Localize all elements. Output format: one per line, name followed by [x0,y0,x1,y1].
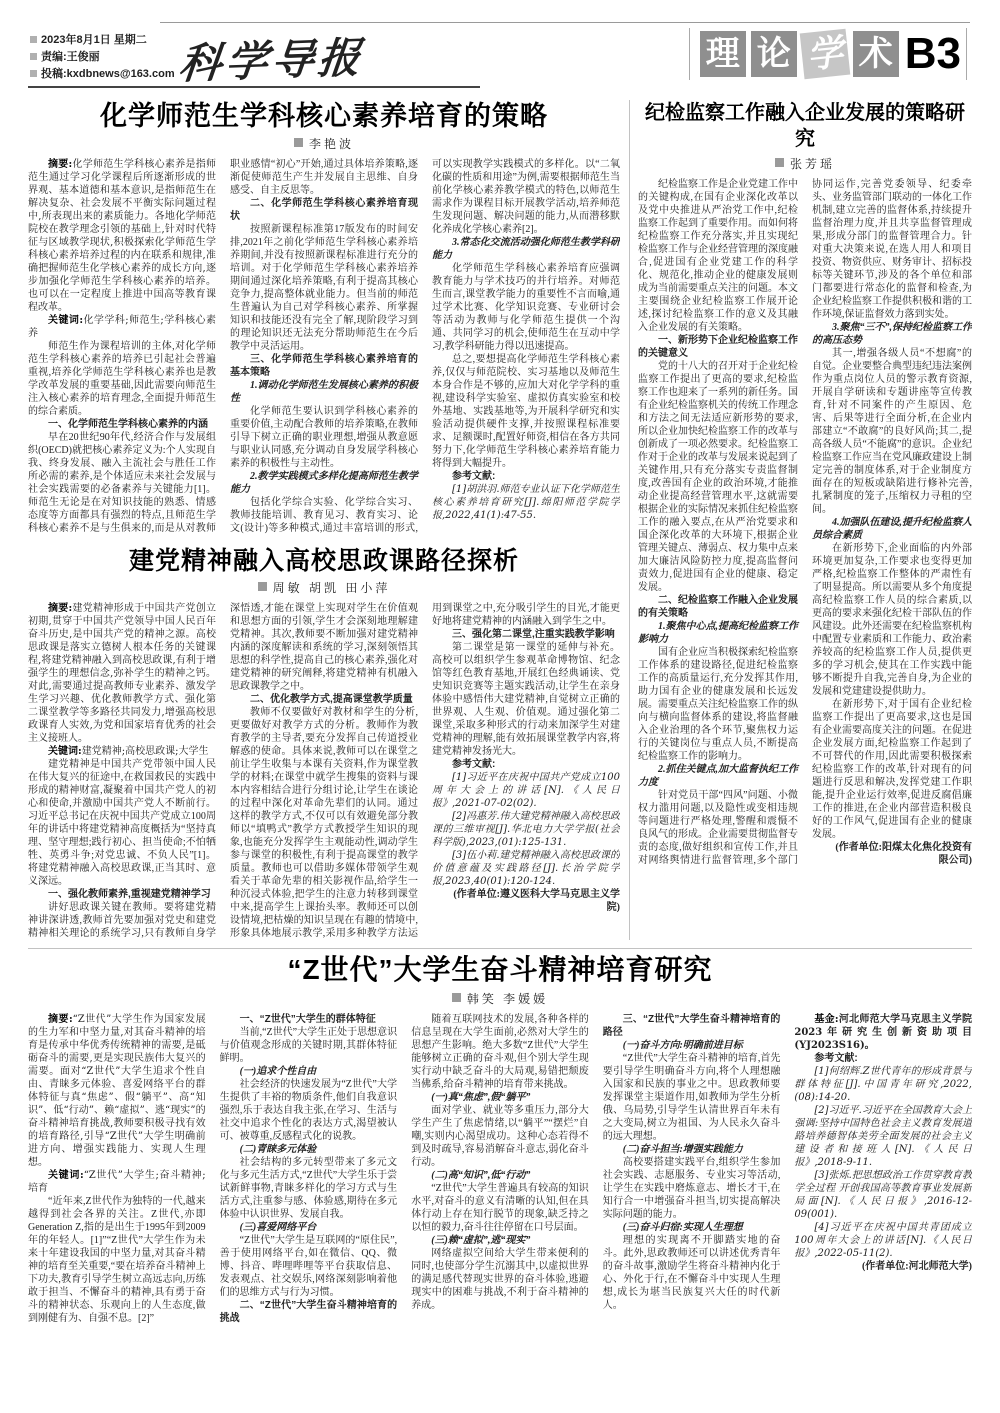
paragraph-refhead: 参考文献: [452,759,496,770]
paragraph-hs: 2.抓住关键点,加大监督执纪工作力度 [638,764,798,788]
paragraph-p: 化学师范生要认识到学科核心素养的重要价值,主动配合教师的培养策略,在教师引导下树立正确的职业理想,增强从教意愿与职业认同感,充分调动自身发展学科核心素养的积极性与主动性。 [230,406,418,469]
paragraph-hs: (三)赖“虚拟”,逃“现实” [431,1235,531,1246]
paragraph-h: 一、强化教师素养,重视建党精神学习 [48,889,211,900]
article-gen-z-striving-spirit [28,953,972,1413]
paragraph-refhead: 参考文献: [452,471,496,482]
paragraph-p: 社会结构的多元转型带来了多元文化与多元生活方式,“Z世代”大学生乐于尝试新鲜事物,青睐多样化的学习方式与生活方式,注重参与感、体验感,期待在多元体验中认识世界、发展自我。 [219,1157,398,1220]
section-char-box-script: 学 [799,29,850,80]
paragraph-h: 二、优化教学方式,提高课堂教学质量 [250,694,413,705]
paragraph-ref: [1]何绍辉.Z世代青年的形成背景与群体特征[J].中国青年研究,2022,(08):14-20. [794,1066,972,1103]
paragraph-hs: 3.常态化交流活动强化师范生教学科研能力 [432,237,620,261]
paragraph-p: 随着互联网技术的发展,各种各样的信息呈现在大学生面前,必然对大学生的思想产生影响。绝大多数“Z世代”大学生能够树立正确的奋斗观,但个别大学生现实行动中缺乏奋斗的大局观,易错把颓废当佛系,给奋斗精神的培育带来挑战。 [411,1014,589,1090]
paragraph-p: 包括化学综合实验、化学综合实习、教师技能培训、教育见习、教育实习、论文(设计)等多种模式,通过丰富培训的形式,可以实现教学实践模式的多样化。以“二氧化碳的性质和用途”为例,需要根据师范生当前化学核心素养教学模式的特色,以师范生需求作为课程目标开展教学活动,培养师范生发现问题、解决问题的能力,从而潜移默化养成化学核心素养[2]。 [230,159,620,534]
paragraph-unit: (作者单位:河北师范大学) [861,1261,972,1272]
article-body [28,1013,972,1413]
paragraph-p: 在新形势下,对于国有企业纪检监察工作提出了更高要求,这也是国有企业需要高度关注的问题。在促进企业发展方面,纪检监察工作起到了不可替代的作用,因此需要积极探索纪检监察工作的改革,针对现有的问题进行反思和解决,发挥党建工作职能,提升企业运行效率,促进反腐倡廉工作的推进,在企业内部营造积极良好的工作风气,促进国有企业的健康发展。 [812,699,972,840]
paragraph-p: 师范生作为课程培训的主体,对化学师范生学科核心素养的培养已引起社会普遍重视,培养化学师范生学科核心素养也是教学改革发展的重要基础,因此需要向师范生注入核心素养的培育理念,全面提升师范生的综合素质。 [28,341,216,417]
paragraph-hs: (一)真“焦虑”,假“躺平” [431,1092,531,1103]
paragraph-hs: (三)奋斗归宿:实现人生理想 [622,1222,743,1233]
paragraph-ref: [1]习近平在庆祝中国共产党成立100周年大会上的讲话[N].《人民日报》,2021-07-02(02). [432,772,620,809]
paragraph-p: 讲好思政课关键在教师。要将建党精神讲深讲透,教师首先要加强对党史和建党精神相关理论的系统学习,只有教师自身学深悟透,才能在课堂上实现对学生在价值观和思想方面的引领,学生才会深刻地理解建党精神。其次,教师要不断加强对建党精神内涵的深度解读和系统的学习,深刻领悟其思想的科学性,提高自己的核心素养,强化对建党精神的研究阐释,将建党精神有机融入思政课教学之中。 [28,603,418,939]
paragraph-p: 针对党员干部“四风”问题、小微权力滥用问题,以及隐性或变相违规等问题进行严格处理,警醒和震慑不良风气的形成。企业需要贯彻监督专责的态度,做好组织和宣传工作,并且对网络舆情进行监督管理,多个部门协同运作,完善党委领导、纪委牵头、业务监管部门联动的一体化工作机制,建立完善的监督体系,持续提升监督治理力度,并且共享监督管理成果,形成分部门的监督管理合力。针对重大决策来说,在选人用人和项目投资、物资供应、财务审计、招标投标等关键环节,涉及的各个单位和部门都要进行常态化的监督和检查,为企业纪检监察工作提供积极和谐的工作环境,保证监督效力落到实处。 [638,179,972,866]
paragraph-p: “近年来,Z世代作为独特的一代,越来越得到社会各界的关注。Z世代,亦即Generation Z,指的是出生于1995年到2009年的年轻人。[1]”“Z世代”大学生作为未来十年建设我国的中坚力量,对其奋斗精神的培育至关重要,“要在培养奋斗精神上下功夫,教育引导学生树立高远志向,历练敢于担当、不懈奋斗的精神,具有勇于奋斗的精神状态、乐观向上的人生态度,做到刚健有为、自强不息。[2]” [28,1196,206,1324]
submission-email-line: 投稿:kxdbnews@163.com [30,66,175,83]
paragraph-p: 第二课堂是第一课堂的延伸与补充。高校可以组织学生参观革命博物馆、纪念馆等红色教育基地,开展红色经典诵读、党史知识竞赛等主题实践活动,让学生在亲身体验中感悟伟大建党精神,自觉树立正确的世界观、人生观、价值观。通过强化第二课堂,采取多种形式的行动来加深学生对建党精神的理解,能有效拓展课堂教学内容,将建党精神发扬光大。 [432,642,620,757]
paragraph-ref: [1]胡洪羽.师范专业认证下化学师范生核心素养培育研究[J].绵阳师范学院学报,2022,41(1):47-55. [432,484,620,521]
paragraph-kw: 关键词:化学学科;师范生;学科核心素养 [28,315,216,339]
paragraph-hs: (二)高“知识”,低“行动” [431,1170,531,1181]
paragraph-unit: (作者单位:遵义医科大学马克思主义学院) [453,889,620,913]
article-party-founding-spirit [28,546,620,940]
paragraph-h: 一、化学师范生学科核心素养的内涵 [48,419,208,430]
paragraph-hs: 2.教学实践模式多样化提高师范生教学能力 [230,471,418,495]
paragraph-p: 早在20世纪90年代,经济合作与发展组织(OECD)就把核心素养定义为:个人实现自我、终身发展、融入主流社会与胜任工作所必需的素养,是个体适应未来社会发展与社会实践需要的必备素养与关键能力[1]。师范生无论是在对知识技能的熟悉、情感态度等方面都具有强烈的特点,且师范生学科核心素养不是与生俱来的,而是从对教师职业感情“初心”开始,通过具体培养策略,逐渐促使师范生产生并发展自主思维、自身感受、自主反思等。 [28,159,418,534]
section-char-box: 理 [700,31,746,77]
banner-tick-left [689,28,690,80]
section-char-box: 术 [853,31,899,77]
paragraph-p: “Z世代”大学生是互联网的“原住民”,善于使用网络平台,如在微信、QQ、微博、抖音、哔哩哔哩等平台获取信息、发表观点、社交娱乐,网络深刻影响着他们的思维方式与行为习惯。 [219,1235,398,1298]
paragraph-hs: (三)喜爱网络平台 [239,1222,317,1233]
article-title: 建党精神融入高校思政课路径探析 [128,547,519,575]
article-discipline-inspection [638,100,972,936]
paragraph-p: 当前,“Z世代”大学生正处于思想意识与价值观念形成的关键时期,其群体特征鲜明。 [219,1027,398,1064]
paragraph-h: 二、化学师范生学科核心素养培育现状 [230,198,418,222]
header-meta [30,32,175,83]
paragraph-ref: [3]张烁.把思想政治工作贯穿教育教学全过程 开创我国高等教育事业发展新局面[N].《人民日报》,2016-12-09(001). [794,1170,972,1220]
paragraph-h: 一、“Z世代”大学生的群体特征 [239,1014,376,1025]
paragraph-hs: (二)奋斗担当:增强实践能力 [622,1144,743,1155]
left-column [28,96,620,940]
page-content [28,96,972,1413]
page-number: B3 [904,29,961,78]
article-body [28,602,620,940]
paragraph-fund: 基金:河北师范大学马克思主义学院2023年研究生创新资助项目(YJ2023S16)。 [794,1014,972,1051]
article-title: 纪检监察工作融入企业发展的策略研究 [645,102,965,150]
paragraph-h: 二、“Z世代”大学生奋斗精神培育的挑战 [219,1300,398,1324]
editor-line: 责编:王俊丽 [30,49,175,66]
right-column [638,96,972,940]
paragraph-p: 面对学业、就业等多重压力,部分大学生产生了焦虑情绪,以“躺平”“摆烂”自嘲,实则内心渴望成功。这种心态若得不到及时疏导,容易消解奋斗意志,弱化奋斗行动。 [411,1105,589,1168]
paragraph-p: 化学师范生学科核心素养培育应强调教育能力与学术技巧的并行培养。对师范生而言,课堂教学能力的重要性不言而喻,通过学术比赛、化学知识竞赛、专业研讨会等活动为教师与化学师范生提供一个沟通、共同学习的机会,使师范生在互动中学习,教学科研能力得以迅速提高。 [432,263,620,352]
paragraph-h: 三、“Z世代”大学生奋斗精神培育的路径 [602,1014,781,1038]
article-chemistry-core-literacy [28,100,620,542]
paragraph-hs: (一)追求个性自由 [239,1066,317,1077]
paragraph-p: 党的十八大的召开对于企业纪检监察工作提出了更高的要求,纪检监察工作也迎来了一系列的新任务。国有企业纪检监察机关的传统工作理念和方法之间无法适应新形势的要求,所以企业加快纪检监察工作的改革与创新成了一项必然要求。纪检监察工作对于企业的改革与发展来说起到了关键作用,只有充分落实专责监督制度,改善国有企业的政治环境,才能推动企业提高经营管理水平,这就需要根据企业的实际情况来抓住纪检监察工作的融入要点,在从严治党要求和国企深化改革的大环境下,根据企业管理关键点、薄弱点、权力集中点来加大廉洁风险防控力度,提高监督问责效力,促进国有企业的健康、稳定发展。 [638,361,798,593]
paragraph-p: 教师不仅要做好对教材和学生的分析,更要做好对教学方式的分析。教师作为教育教学的主导者,要充分发挥自己传道授业解惑的使命。具体来说,教师可以在课堂之前让学生收集与本课有关资料,作为课堂教学的材料;在课堂中就学生搜集的资料与课本内容相结合进行分组讨论,让学生在谈论的过程中深化对革命先辈们的认同。通过这样的教学方式,不仅可以有效避免部分教师以“填鸭式”教学方式教授学生知识的现象,也能充分发挥学生主观能动性,调动学生参与课堂的积极性,有利于提高课堂的教学质量。教师也可以借助多媒体带领学生观看关于革命先辈的相关影视作品,给学生一种沉浸式体验,把学生的注意力转移到课堂中来,提高学生上课抬头率。教师还可以创设情境,把枯燥的知识呈现在有趣的情境中,形象具体地展示教学,采用多种教学方法运用到课堂之中,充分吸引学生的目光,才能更好地将建党精神的内涵融入到学生之中。 [230,603,620,939]
paragraph-p: “Z世代”大学生奋斗精神的培育,首先要引导学生明确奋斗方向,将个人理想融入国家和民族的事业之中。思政教师要发挥课堂主渠道作用,如教师为学生分析俄、乌局势,引导学生认清世界百年未有之大变局,树立为祖国、为人民永久奋斗的远大理想。 [602,1053,781,1142]
paragraph-kw: 关键词:“Z世代”大学生;奋斗精神;培育 [28,1170,206,1194]
page-header [28,20,972,92]
horizontal-divider [28,948,972,949]
header-top-rule [160,22,970,23]
article-title: 化学师范生学科核心素养培育的策略 [100,101,548,131]
paragraph-hs: (一)奋斗方向:明确前进目标 [622,1040,743,1051]
banner-tick-right [966,28,967,80]
paragraph-h: 一、新形势下企业纪检监察工作的关键意义 [638,335,798,359]
paragraph-hs: 1.调动化学师范生发展核心素养的积极性 [230,380,418,404]
paragraph-hs: 4.加强队伍建设,提升纪检监察人员综合素质 [812,517,972,541]
paragraph-kw: 关键词:建党精神;高校思政课;大学生 [48,746,209,757]
article-byline: 张芳瑶 [638,155,972,172]
article-title: “Z世代”大学生奋斗精神培育研究 [287,954,713,985]
paragraph-p: 其一,增强各级人员“不想腐”的自觉。企业要整合典型违纪违法案例作为重点岗位人员的警示教育资源,开展自学研读和专题讲座等宣传教育,针对不同案件的产生原因、危害、后果等进行全面分析,在企业内部建立“不敢腐”的良好风尚;其二,提高各级人员“不能腐”的意识。企业纪检监察工作应当在党风廉政建设上制定完善的制度体系,对于企业制度方面存在的短板或缺陷进行修补完善,扎紧制度的笼子,压缩权力寻租的空间。 [812,348,972,515]
paragraph-p: 社会经济的快速发展为“Z世代”大学生提供了丰裕的物质条件,他们自我意识强烈,乐于表达自我主张,在学习、生活与社交中追求个性化的表达方式,渴望被认可、被尊重,反感程式化的说教。 [219,1079,398,1142]
paragraph-p: 理想的实现离不开脚踏实地的奋斗。此外,思政教师还可以讲述优秀青年的奋斗故事,激励学生将奋斗精神内化于心、外化于行,在不懈奋斗中实现人生理想,成长为堪当民族复兴大任的时代新人。 [602,1235,781,1311]
paragraph-hs: (二)青睐多元体验 [239,1144,317,1155]
vertical-divider [629,100,630,940]
article-body [28,158,620,542]
paragraph-p: 国有企业应当积极探索纪检监察工作体系的建设路径,促进纪检监察工作的高质量运行,充分发挥其作用,助力国有企业的健康发展和长远发展。需要重点关注纪检监察工作的纵向与横向监督体系的建设,将监督融入企业治理的各个环节,聚焦权力运行的关键岗位与重点人员,不断提高纪检监察工作的影响力。 [638,647,798,762]
article-byline: 韩笑 李媛媛 [28,990,972,1007]
masthead-logo: 科学导报 [176,32,367,89]
paragraph-ref: [4]习近平在庆祝中国共青团成立100周年大会上的讲话[N].《人民日报》,2022-05-11(2). [794,1222,972,1259]
paragraph-p: 总之,要想提高化学师范生学科核心素养,仅仅与师范院校、实习基地以及师范生本身合作是不够的,应加大对化学学科的重视,建设科学实验室、虚拟仿真实验室和校外基地、实践基地等,为开展科学研究和实验活动提供硬件支撑,并按照课程标准要求、足额课时,配置好师资,相信在各方共同努力下,化学师范生学科核心素养培育能力将得到大幅提升。 [432,354,620,469]
paragraph-p: 建党精神是中国共产党带领中国人民在伟大复兴的征途中,在救国救民的实践中形成的精神财富,凝聚着中国共产党人的初心和使命,并激励中国共产党人不断前行。习近平总书记在庆祝中国共产党成立100周年的讲话中将建党精神高度概括为“坚持真理、坚守理想;践行初心、担当使命;不怕牺牲、英勇斗争;对党忠诚、不负人民”[1]。将建党精神融入高校思政课,正当其时、意义深远。 [28,759,216,887]
paragraph-p: 按照新课程标准第17版发布的时间安排,2021年之前化学师范生学科核心素养培养期间,并没有按照新课程标准进行充分的培训。对于化学师范生学科核心素养培养期间通过深化培养策略,有利于提高其核心竞争力,提高整体就业能力。但当前的师范生普遍认为自己对学科核心素养、所掌握知识和技能还没有完全了解,现阶段学习到的理论知识还无法充分帮助师范生在今后教学中灵活运用。 [230,224,418,352]
paragraph-unit: (作者单位:阳煤太化焦化投资有限公司) [835,842,972,866]
paragraph-ref: [3]伍小莉.建党精神融入高校思政课的价值意蕴及实践路径[J].长治学院学报,2023,40(01):120-124. [432,850,620,887]
paragraph-ref: [2]习近平.习近平在全国教育大会上强调:坚持中国特色社会主义教育发展道路培养德智体美劳全面发展的社会主义建设者和接班人[N].《人民日报》,2018-9-11. [794,1105,972,1168]
article-body [638,178,972,936]
paragraph-p: 纪检监察工作是企业党建工作中的关键构成,在国有企业深化改革以及党中央推进从严治党工作中,纪检监察工作起到了重要作用。而如何将纪检监察工作充分落实,并且实现纪检监察工作与企业经营管理的深度融合,促进国有企业党建工作的科学化、规范化,推动企业的健康发展则成为当前需要重点关注的问题。本文主要围绕企业纪检监察工作展开论述,探讨纪检监察工作的意义及其融入企业发展的有关策略。 [638,179,798,333]
paragraph-abstract: 摘要:化学师范生学科核心素养是指师范生通过学习化学课程后所逐渐形成的世界观、基本道德和基本意识,是指师范生在解决复杂、社会发展不平衡实际问题过程中,所表现出来的素质能力。各地化学师范院校在教学理念引领的基础上,针对时代特征与区域教学现状,积极探索化学师范生学科核心素养培养过程的内在联系和规律,准确把握师范生化学核心素养的成长方向,逐步加强化学师范生学科核心素养的培养。也可以在一定程度上推进中国高等教育课程改革。 [28,159,216,313]
section-char-box: 论 [751,31,797,77]
paragraph-p: 网络虚拟空间给大学生带来便利的同时,也使部分学生沉溺其中,以虚拟世界的满足感代替现实世界的奋斗体验,逃避现实中的困难与挑战,不利于奋斗精神的养成。 [411,1248,589,1311]
paragraph-hs: 1.聚焦中心点,提高纪检监察工作影响力 [638,621,798,645]
paragraph-hs: 3.聚焦“三不”,保持纪检监察工作的高压态势 [812,322,972,346]
paragraph-abstract: 摘要:“Z世代”大学生作为国家发展的生力军和中坚力量,对其奋斗精神的培育是传承中华优秀传统精神的需要,是砥砺奋斗的需要,更是实现民族伟大复兴的需要。面对“Z世代”大学生追求个性自由、青睐多元体验、喜爱网络平台的群体特征与真“焦虑”、假“躺平”、高“知识”、低“行动”、赖“虚拟”、逃“现实”的奋斗精神培育挑战,教师要积极寻找有效的培育路径,引导“Z世代”大学生明确前进方向、增强实践能力、实现人生理想。 [28,1014,206,1168]
date-line: 2023年8月1日 星期二 [30,32,175,49]
paragraph-h: 三、化学师范生学科核心素养培育的基本策略 [230,354,418,378]
article-byline: 李艳波 [28,135,620,152]
paragraph-h: 三、强化第二课堂,注重实践教学影响 [452,629,615,640]
article-byline: 周敏 胡凯 田小萍 [28,579,620,596]
paragraph-abstract: 摘要:建党精神形成于中国共产党创立初期,贯穿于中国共产党领导中国人民百年奋斗历史,是中国共产党的精神之源。高校思政课是落实立德树人根本任务的关键课程,将建党精神融入到高校思政课,有利于增强学生的理想信念,弥补学生的精神之钙。对此,需要通过提高教师专业素养、激发学生学习兴趣、优化教师教学方式、强化第二课堂教学等多路径共同发力,增强高校思政课育人实效,为党和国家培育优秀的社会主义接班人。 [28,603,216,744]
paragraph-ref: [2]冯惠芳.伟大建党精神融入高校思政课的三维审视[J].华北电力大学学报(社会科学版),2023,(01):125-131. [432,811,620,848]
section-banner [684,28,972,80]
top-row [28,96,972,940]
paragraph-p: 高校要搭建实践平台,组织学生参加社会实践、志愿服务、专业实习等活动,让学生在实践中磨炼意志、增长才干,在知行合一中增强奋斗担当,切实提高解决实际问题的能力。 [602,1157,781,1220]
paragraph-p: 在新形势下,企业面临的内外部环境更加复杂,工作要求也变得更加严格,纪检监察工作整体的严肃性有了明显提高。所以需要从多个角度提高纪检监察工作人员的综合素质,以更高的要求来强化纪检干部队伍的作风建设。此外还需要在纪检监察机构中配置专业素质和工作能力、政治素养较高的纪检监察工作人员,提供更多的学习机会,使其在工作实践中能够不断提升自我,完善自身,为企业的发展和党建建设提供助力。 [812,543,972,697]
paragraph-refhead: 参考文献: [814,1053,858,1064]
paragraph-p: “Z世代”大学生普遍具有较高的知识水平,对奋斗的意义有清晰的认知,但在具体行动上存在知行脱节的现象,缺乏持之以恒的毅力,奋斗往往停留在口号层面。 [411,1183,589,1233]
paragraph-h: 二、纪检监察工作融入企业发展的有关策略 [638,595,798,619]
